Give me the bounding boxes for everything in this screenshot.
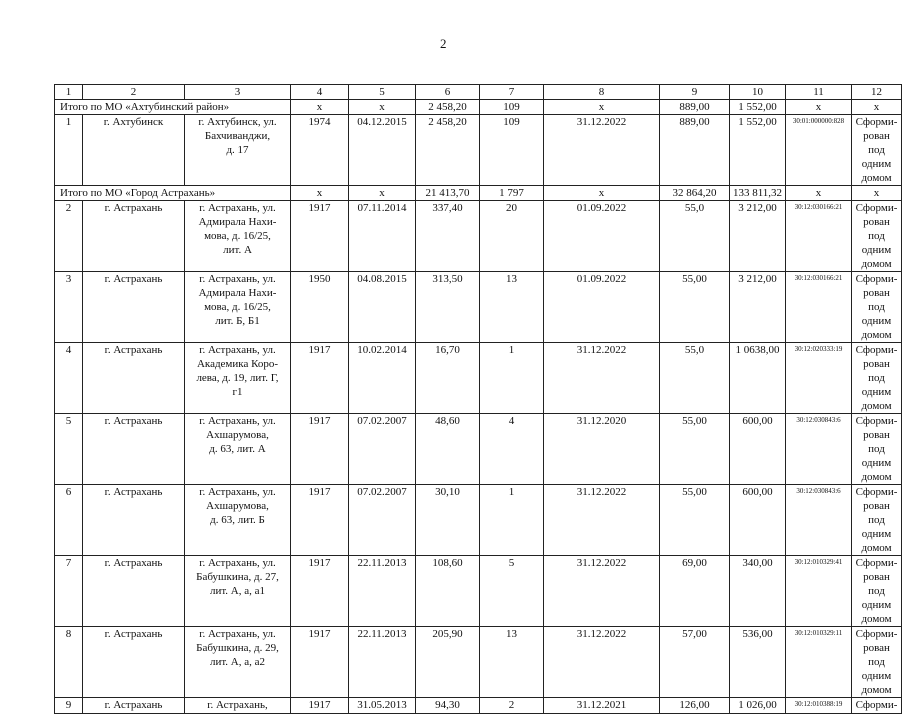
- table-row: [55, 414, 902, 485]
- address-line: г. Астрахань, ул.: [199, 486, 276, 498]
- status-line: рован под: [863, 287, 890, 313]
- table-row: [55, 115, 902, 186]
- date-cell: 04.12.2015: [349, 115, 416, 186]
- address-line: Бабушкина, д. 27,: [196, 571, 279, 583]
- table-row: [55, 343, 902, 414]
- status-line: рован под: [863, 216, 890, 242]
- status-line: Сформи-: [855, 202, 898, 214]
- column-number: 1: [55, 85, 83, 100]
- deadline-cell: 31.12.2022: [544, 485, 660, 556]
- row-number: 5: [55, 414, 83, 485]
- table-row: [55, 556, 902, 627]
- address-cell: [185, 414, 291, 485]
- cadastral-number: 30:12:010388:19: [786, 698, 852, 714]
- address-line: Адмирала Нахи-: [198, 287, 277, 299]
- value-cell: 536,00: [730, 627, 786, 698]
- address-line: г. Астрахань, ул.: [199, 344, 276, 356]
- total-label: Итого по МО «Город Астрахань»: [55, 186, 291, 201]
- cadastral-number: 30:12:030166:21: [786, 201, 852, 272]
- date-cell: 31.05.2013: [349, 698, 416, 714]
- status-line: домом: [861, 329, 892, 341]
- address-cell: [185, 556, 291, 627]
- row-number: 4: [55, 343, 83, 414]
- residents-cell: 13: [480, 272, 544, 343]
- date-cell: 22.11.2013: [349, 627, 416, 698]
- year-cell: 1917: [291, 485, 349, 556]
- total-cell: 21 413,70: [416, 186, 480, 201]
- address-line: д. 63, лит. А: [209, 443, 266, 455]
- total-cell: х: [349, 100, 416, 115]
- address-line: Академика Коро-: [196, 358, 279, 370]
- address-line: Бахчиванджи,: [204, 130, 271, 142]
- column-number-row: [55, 85, 902, 100]
- address-cell: [185, 627, 291, 698]
- status-cell: [852, 343, 902, 414]
- status-cell: [852, 485, 902, 556]
- residents-cell: 1: [480, 343, 544, 414]
- date-cell: 10.02.2014: [349, 343, 416, 414]
- row-number: 1: [55, 115, 83, 186]
- year-cell: 1917: [291, 627, 349, 698]
- status-line: домом: [861, 172, 892, 184]
- status-line: одним: [861, 528, 892, 540]
- address-line: д. 17: [226, 144, 249, 156]
- status-line: Сформи-: [855, 628, 898, 640]
- address-line: г. Астрахань, ул.: [199, 202, 276, 214]
- address-cell: [185, 485, 291, 556]
- status-line: рован под: [863, 500, 890, 526]
- status-line: рован под: [863, 130, 890, 156]
- cadastral-number: 30:12:010329:41: [786, 556, 852, 627]
- status-line: Сформи-: [855, 486, 898, 498]
- address-line: Адмирала Нахи-: [198, 216, 277, 228]
- total-cell: х: [349, 186, 416, 201]
- column-number: 2: [83, 85, 185, 100]
- value-cell: 55,0: [660, 343, 730, 414]
- row-number: 6: [55, 485, 83, 556]
- address-line: мова, д. 16/25,: [204, 301, 271, 313]
- status-line: рован под: [863, 571, 890, 597]
- area-cell: 30,10: [416, 485, 480, 556]
- status-line: Сформи-: [855, 116, 898, 128]
- status-line: домом: [861, 613, 892, 625]
- area-cell: 94,30: [416, 698, 480, 714]
- status-line: Сформи-: [855, 415, 898, 427]
- total-cell: х: [852, 100, 902, 115]
- row-number: 9: [55, 698, 83, 714]
- area-cell: 205,90: [416, 627, 480, 698]
- area-cell: 48,60: [416, 414, 480, 485]
- column-number: 11: [786, 85, 852, 100]
- total-cell: 1 797: [480, 186, 544, 201]
- deadline-cell: 01.09.2022: [544, 201, 660, 272]
- year-cell: 1917: [291, 698, 349, 714]
- year-cell: 1917: [291, 556, 349, 627]
- date-cell: 04.08.2015: [349, 272, 416, 343]
- column-number: 10: [730, 85, 786, 100]
- deadline-cell: 31.12.2022: [544, 556, 660, 627]
- city-cell: г. Астрахань: [83, 343, 185, 414]
- value-cell: 55,00: [660, 485, 730, 556]
- total-cell: 889,00: [660, 100, 730, 115]
- date-cell: 07.02.2007: [349, 485, 416, 556]
- total-cell: 109: [480, 100, 544, 115]
- address-cell: [185, 201, 291, 272]
- status-line: домом: [861, 542, 892, 554]
- deadline-cell: 01.09.2022: [544, 272, 660, 343]
- status-line: домом: [861, 258, 892, 270]
- value-cell: 69,00: [660, 556, 730, 627]
- date-cell: 22.11.2013: [349, 556, 416, 627]
- deadline-cell: 31.12.2022: [544, 627, 660, 698]
- address-line: Ахшарумова,: [206, 429, 269, 441]
- address-line: г. Астрахань, ул.: [199, 273, 276, 285]
- address-line: г. Ахтубинск, ул.: [198, 116, 277, 128]
- housing-registry-table: [54, 84, 902, 714]
- table-row: [55, 698, 902, 714]
- cadastral-number: 30:12:030166:21: [786, 272, 852, 343]
- total-cell: 32 864,20: [660, 186, 730, 201]
- city-cell: г. Астрахань: [83, 698, 185, 714]
- year-cell: 1917: [291, 343, 349, 414]
- status-cell: [852, 201, 902, 272]
- status-line: рован под: [863, 642, 890, 668]
- table-row: [55, 272, 902, 343]
- date-cell: 07.11.2014: [349, 201, 416, 272]
- city-cell: г. Астрахань: [83, 556, 185, 627]
- year-cell: 1917: [291, 201, 349, 272]
- status-line: рован под: [863, 429, 890, 455]
- status-line: одним: [861, 670, 892, 682]
- total-cell: х: [786, 186, 852, 201]
- year-cell: 1917: [291, 414, 349, 485]
- table-body: [55, 85, 902, 714]
- area-cell: 313,50: [416, 272, 480, 343]
- status-line: Сформи-: [855, 273, 898, 285]
- status-line: одним: [861, 315, 892, 327]
- total-cell: х: [291, 186, 349, 201]
- row-number: 3: [55, 272, 83, 343]
- status-cell: [852, 556, 902, 627]
- column-number: 9: [660, 85, 730, 100]
- page-number: 2: [440, 36, 447, 51]
- city-cell: г. Астрахань: [83, 201, 185, 272]
- total-label: Итого по МО «Ахтубинский район»: [55, 100, 291, 115]
- row-number: 8: [55, 627, 83, 698]
- row-number: 7: [55, 556, 83, 627]
- total-row: [55, 100, 902, 115]
- status-line: Сформи-: [855, 344, 898, 356]
- status-line: Сформи-: [855, 557, 898, 569]
- value-cell: 1 026,00: [730, 698, 786, 714]
- table-row: [55, 201, 902, 272]
- residents-cell: 1: [480, 485, 544, 556]
- total-cell: х: [786, 100, 852, 115]
- area-cell: 337,40: [416, 201, 480, 272]
- address-line: д. 63, лит. Б: [210, 514, 265, 526]
- value-cell: 889,00: [660, 115, 730, 186]
- value-cell: 126,00: [660, 698, 730, 714]
- address-line: лит. А, а, а1: [209, 585, 266, 597]
- status-line: Сформи-: [855, 699, 898, 711]
- status-line: одним: [861, 599, 892, 611]
- city-cell: г. Астрахань: [83, 485, 185, 556]
- deadline-cell: 31.12.2021: [544, 698, 660, 714]
- value-cell: 55,00: [660, 414, 730, 485]
- address-line: г. Астрахань,: [207, 699, 268, 711]
- area-cell: 16,70: [416, 343, 480, 414]
- address-line: г. Астрахань, ул.: [199, 628, 276, 640]
- column-number: 4: [291, 85, 349, 100]
- address-line: г. Астрахань, ул.: [199, 415, 276, 427]
- address-cell: [185, 698, 291, 714]
- cadastral-number: 30:12:030843:6: [786, 485, 852, 556]
- address-line: г. Астрахань, ул.: [199, 557, 276, 569]
- address-line: Бабушкина, д. 29,: [196, 642, 279, 654]
- status-line: домом: [861, 471, 892, 483]
- value-cell: 1 552,00: [730, 115, 786, 186]
- residents-cell: 13: [480, 627, 544, 698]
- total-cell: х: [544, 100, 660, 115]
- status-line: одним: [861, 457, 892, 469]
- cadastral-number: 30:12:020333:19: [786, 343, 852, 414]
- address-cell: [185, 272, 291, 343]
- area-cell: 2 458,20: [416, 115, 480, 186]
- status-cell: [852, 627, 902, 698]
- status-line: одним: [861, 386, 892, 398]
- year-cell: 1950: [291, 272, 349, 343]
- city-cell: г. Астрахань: [83, 414, 185, 485]
- city-cell: г. Астрахань: [83, 627, 185, 698]
- table-row: [55, 627, 902, 698]
- total-cell: х: [852, 186, 902, 201]
- deadline-cell: 31.12.2020: [544, 414, 660, 485]
- residents-cell: 2: [480, 698, 544, 714]
- value-cell: 57,00: [660, 627, 730, 698]
- row-number: 2: [55, 201, 83, 272]
- status-cell: [852, 115, 902, 186]
- column-number: 12: [852, 85, 902, 100]
- cadastral-number: 30:12:030843:6: [786, 414, 852, 485]
- status-line: рован под: [863, 358, 890, 384]
- column-number: 6: [416, 85, 480, 100]
- total-row: [55, 186, 902, 201]
- status-cell: [852, 414, 902, 485]
- value-cell: 1 0638,00: [730, 343, 786, 414]
- value-cell: 340,00: [730, 556, 786, 627]
- column-number: 8: [544, 85, 660, 100]
- address-line: лева, д. 19, лит. Г,: [196, 372, 279, 384]
- address-line: г1: [232, 386, 243, 398]
- city-cell: г. Ахтубинск: [83, 115, 185, 186]
- value-cell: 55,0: [660, 201, 730, 272]
- status-line: домом: [861, 400, 892, 412]
- deadline-cell: 31.12.2022: [544, 343, 660, 414]
- value-cell: 3 212,00: [730, 201, 786, 272]
- address-cell: [185, 115, 291, 186]
- total-cell: 1 552,00: [730, 100, 786, 115]
- column-number: 5: [349, 85, 416, 100]
- value-cell: 600,00: [730, 414, 786, 485]
- address-line: лит. А: [223, 244, 252, 256]
- status-line: домом: [861, 684, 892, 696]
- status-cell: [852, 698, 902, 714]
- area-cell: 108,60: [416, 556, 480, 627]
- date-cell: 07.02.2007: [349, 414, 416, 485]
- address-line: лит. А, а, а2: [209, 656, 266, 668]
- total-cell: 2 458,20: [416, 100, 480, 115]
- city-cell: г. Астрахань: [83, 272, 185, 343]
- year-cell: 1974: [291, 115, 349, 186]
- cadastral-number: 30:12:010329:11: [786, 627, 852, 698]
- status-line: одним: [861, 158, 892, 170]
- value-cell: 600,00: [730, 485, 786, 556]
- value-cell: 3 212,00: [730, 272, 786, 343]
- total-cell: х: [291, 100, 349, 115]
- residents-cell: 20: [480, 201, 544, 272]
- address-line: лит. Б, Б1: [215, 315, 260, 327]
- status-cell: [852, 272, 902, 343]
- deadline-cell: 31.12.2022: [544, 115, 660, 186]
- total-cell: 133 811,32: [730, 186, 786, 201]
- total-cell: х: [544, 186, 660, 201]
- column-number: 3: [185, 85, 291, 100]
- value-cell: 55,00: [660, 272, 730, 343]
- address-line: Ахшарумова,: [206, 500, 269, 512]
- residents-cell: 5: [480, 556, 544, 627]
- address-line: мова, д. 16/25,: [204, 230, 271, 242]
- status-line: одним: [861, 244, 892, 256]
- cadastral-number: 30:01:000000:828: [786, 115, 852, 186]
- residents-cell: 109: [480, 115, 544, 186]
- residents-cell: 4: [480, 414, 544, 485]
- column-number: 7: [480, 85, 544, 100]
- address-cell: [185, 343, 291, 414]
- table-row: [55, 485, 902, 556]
